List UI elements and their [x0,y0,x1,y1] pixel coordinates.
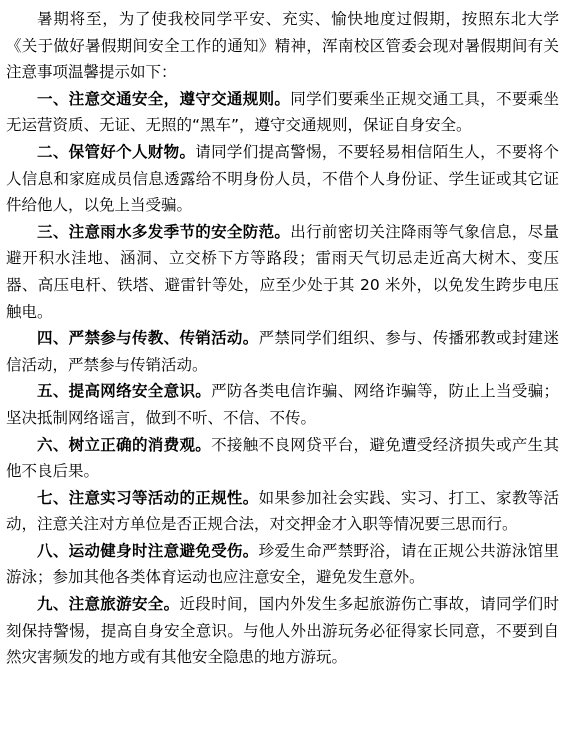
item-body: 严防各类电信诈骗、网络诈骗等，防止上当受骗；坚决抵制网络谣言，做到不听、不信、不传。 [6,382,559,427]
item-body: 同学们要乘坐正规交通工具，不要乘坐无运营资质、无证、无照的“黑车”，遵守交通规则，保证自身安全。 [6,89,559,135]
item-heading: 四、严禁参与传教、传销活动。 [37,329,259,348]
item-body: 如果参加社会实践、实习、打工、家教等活动，注意关注对方单位是否正规合法，对交押金才入职等情况要三思而行。 [6,488,559,534]
item-heading: 七、注意实习等活动的正规性。 [37,488,259,507]
item-body: 严禁同学们组织、参与、传播邪教或封建迷信活动，严禁参与传销活动。 [6,329,559,374]
item-heading: 一、注意交通安全，遵守交通规则。 [37,89,291,108]
notice-item-2 [6,139,559,219]
notice-item-9 [6,591,559,671]
notice-item-1 [6,86,559,139]
intro-paragraph: 暑期将至，为了使我校同学平安、充实、愉快地度过假期，按照东北大学《关于做好暑假期间安全工作的通知》精神，浑南校区管委会现对暑假期间有关注意事项温馨提示如下： [6,10,559,82]
notice-item-3 [6,219,559,325]
item-heading: 五、提高网络安全意识。 [37,382,212,401]
notice-item-5 [6,378,559,431]
item-body: 出行前密切关注降雨等气象信息，尽量避开积水洼地、涵洞、立交桥下方等路段；雷雨天气切忌走近高大树木、变压器、高压电杆、铁塔、避雷针等处，应至少处于其 20 米外，以免发生跨步电压触电。 [6,222,559,321]
notice-item-4 [6,325,559,378]
item-body: 珍爱生命严禁野浴，请在正规公共游泳馆里游泳；参加其他各类体育运动也应注意安全，避免发生意外。 [6,541,559,587]
item-body: 不接触不良网贷平台，避免遭受经济损失或产生其他不良后果。 [6,435,559,481]
item-body: 请同学们提高警惕，不要轻易相信陌生人，不要将个人信息和家庭成员信息透露给不明身份人员，不借个人身份证、学生证或其它证件给他人，以免上当受骗。 [6,142,559,215]
notice-item-8 [6,538,559,591]
notice-item-7 [6,485,559,538]
notice-item-6 [6,432,559,485]
item-heading: 九、注意旅游安全。 [37,595,180,614]
item-heading: 二、保管好个人财物。 [37,142,196,161]
item-heading: 三、注意雨水多发季节的安全防范。 [37,222,291,241]
item-heading: 八、运动健身时注意避免受伤。 [37,541,259,560]
item-heading: 六、树立正确的消费观。 [37,435,212,454]
item-body: 近段时间，国内外发生多起旅游伤亡事故，请同学们时刻保持警惕，提高自身安全意识。与他人外出游玩务必征得家长同意，不要到自然灾害频发的地方或有其他安全隐患的地方游玩。 [6,595,559,667]
